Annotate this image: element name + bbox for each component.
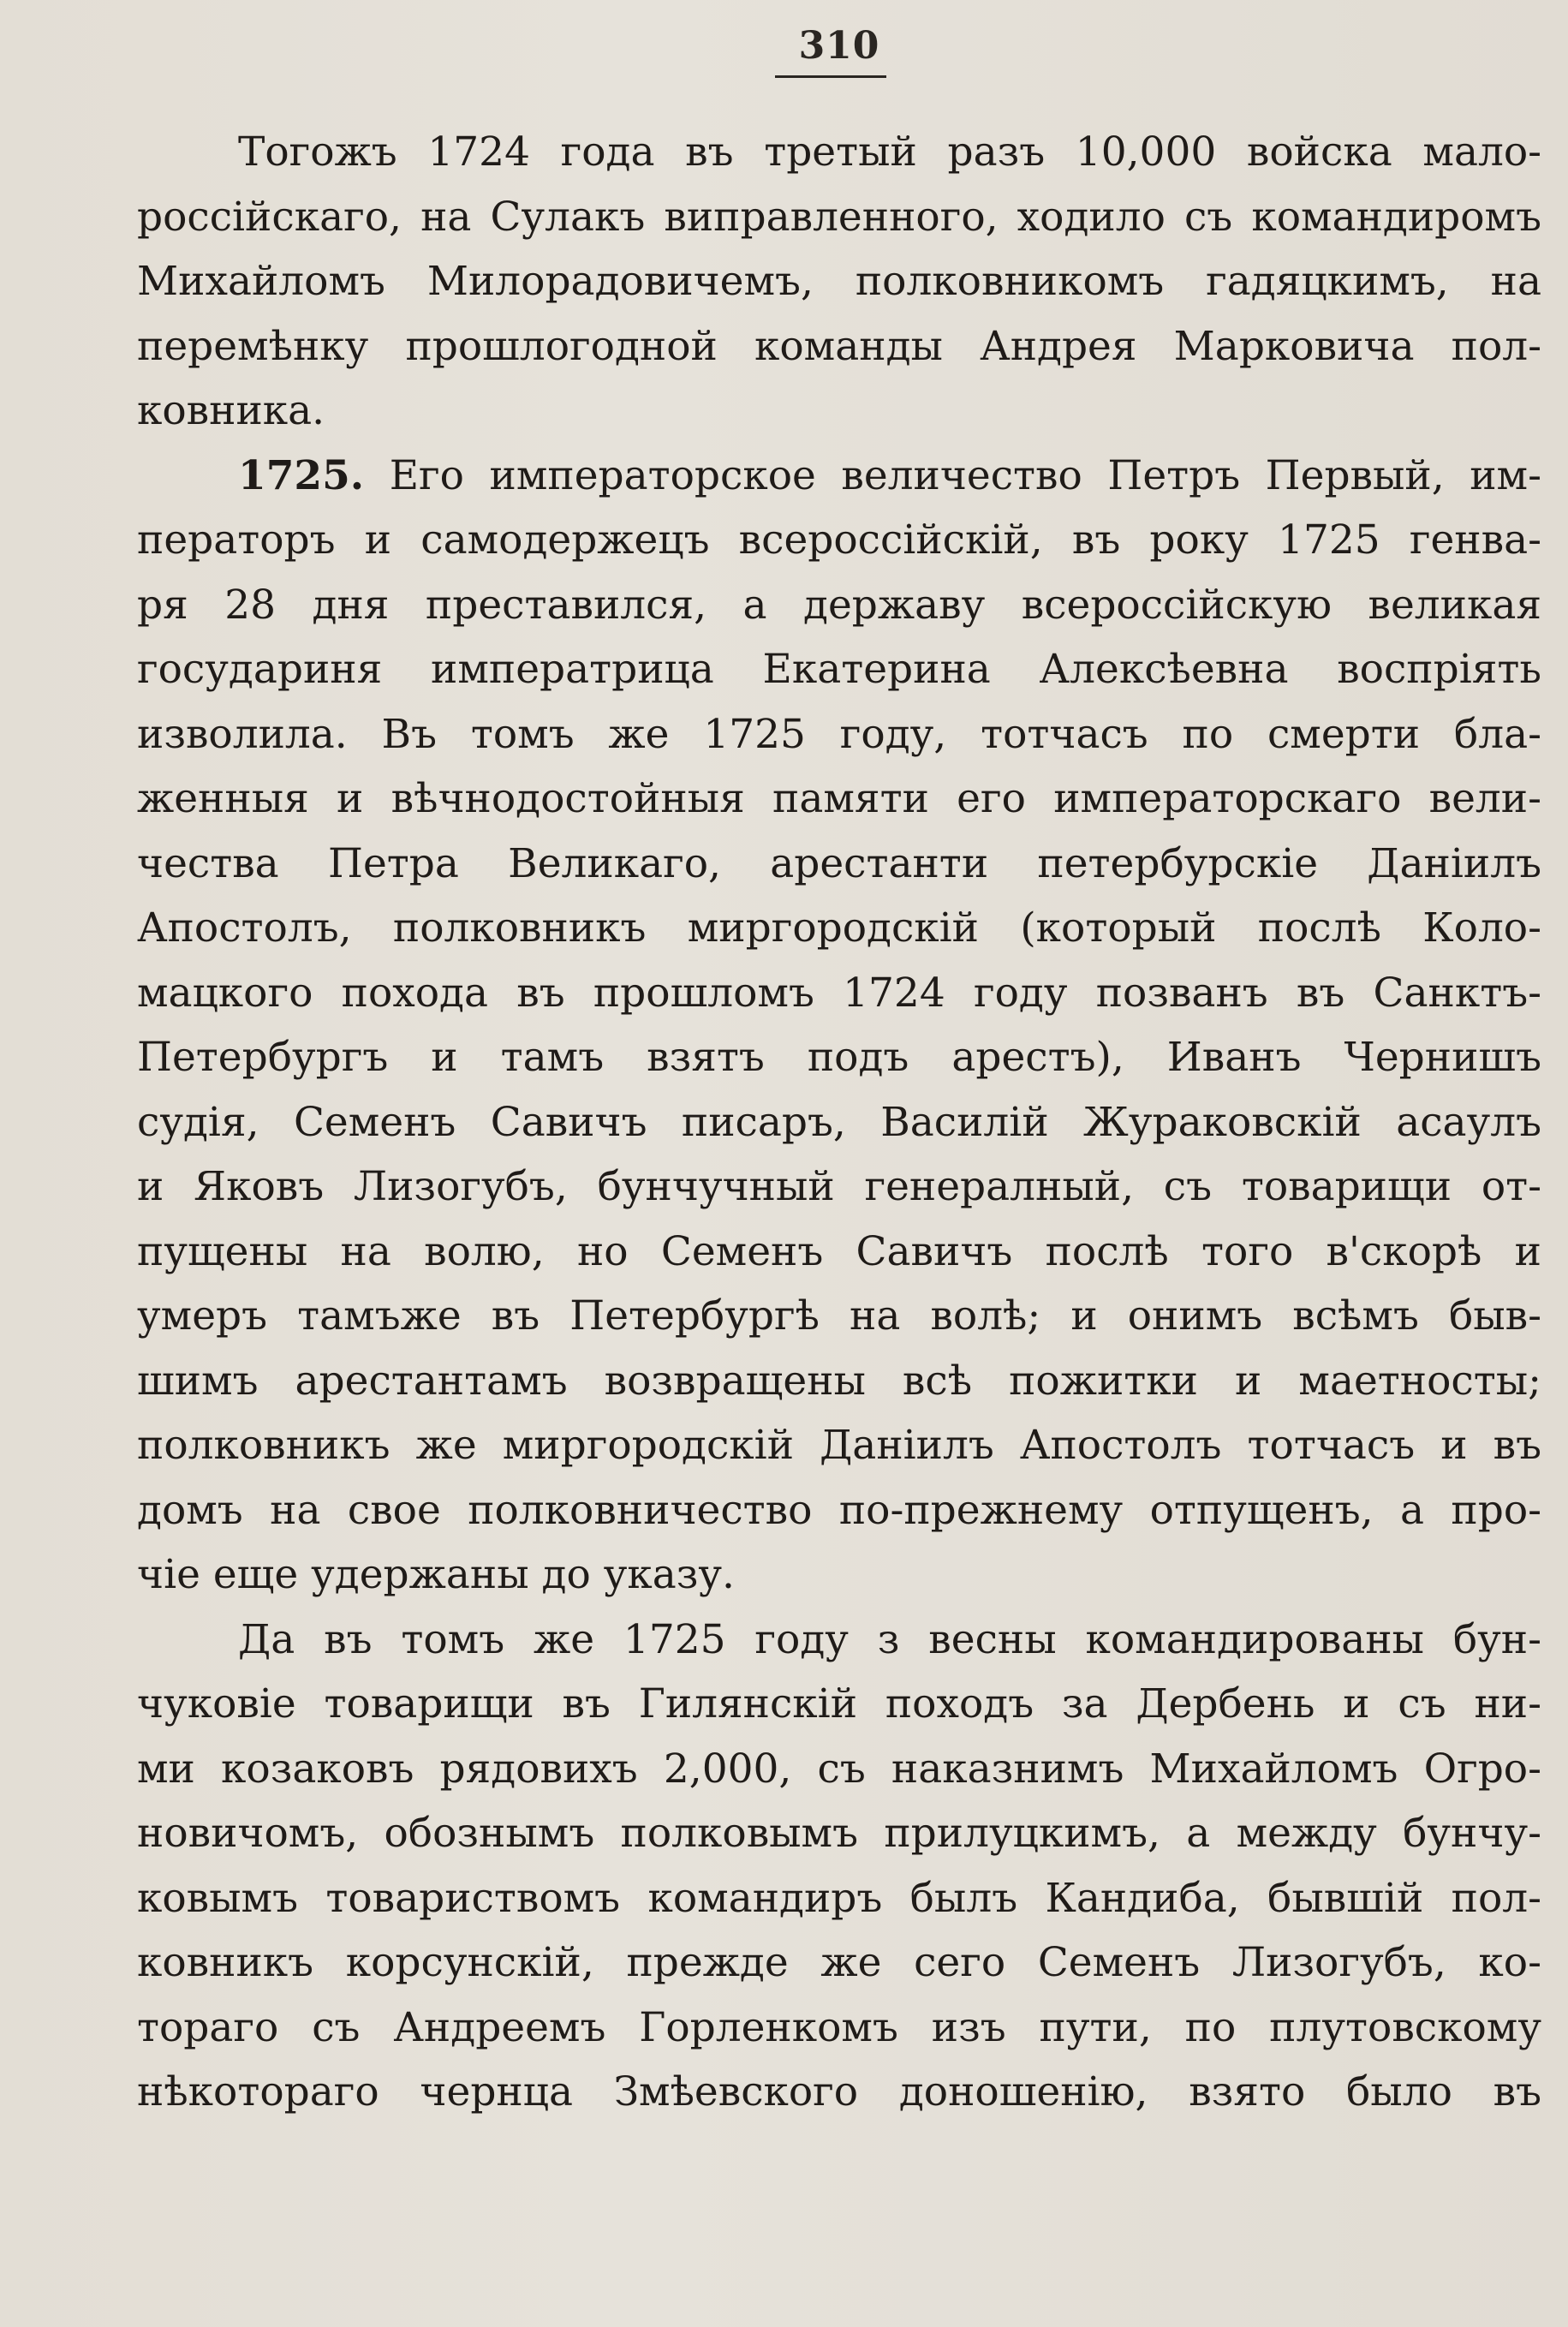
text-line: [137, 1090, 1541, 1155]
page-number-underline: [775, 75, 886, 78]
body-text: [137, 120, 1541, 2125]
text-line: [137, 508, 1541, 573]
text-line: [137, 767, 1541, 832]
text-line: [137, 1349, 1541, 1414]
text-line: [137, 2060, 1541, 2125]
text-line: [137, 637, 1541, 702]
line-text: чуковіе товарищи въ Гилянскій походъ за Дербень и съ ни-: [137, 1680, 1541, 1727]
text-line: [137, 185, 1541, 250]
line-text: государиня императрица Екатерина Алексѣевна воспріять: [137, 646, 1541, 693]
line-text: женныя и вѣчнодостойныя памяти его императорскаго вели-: [137, 775, 1541, 822]
line-text: и Яковъ Лизогубъ, бунчучный генералный, съ товарищи от-: [137, 1163, 1541, 1210]
text-line: [137, 1608, 1541, 1673]
text-line: [137, 1672, 1541, 1737]
text-line: [137, 1542, 1541, 1608]
line-text: ковымъ товариствомъ командиръ былъ Кандиба, бывшій пол-: [137, 1874, 1541, 1922]
line-text: Да въ томъ же 1725 году з весны командированы бун-: [238, 1615, 1541, 1663]
text-line: [137, 573, 1541, 638]
text-line: [137, 444, 1541, 509]
year-heading: 1725.: [238, 451, 365, 499]
line-text: россійскаго, на Сулакъ виправленного, ходило съ командиромъ: [137, 193, 1541, 241]
text-line: [137, 1930, 1541, 1996]
line-text: Апостолъ, полковникъ миргородскій (который послѣ Коло-: [137, 904, 1541, 952]
line-text: ператоръ и самодержецъ всероссійскій, въ року 1725 генва-: [137, 516, 1541, 564]
text-line: [137, 961, 1541, 1026]
text-line: [137, 1737, 1541, 1802]
line-text: новичомъ, обознымъ полковымъ прилуцкимъ, а между бунчу-: [137, 1810, 1541, 1857]
line-text: ря 28 дня преставился, а державу всероссійскую великая: [137, 581, 1541, 629]
line-text: Михайломъ Милорадовичемъ, полковникомъ гадяцкимъ, на: [137, 258, 1541, 305]
text-line: [137, 314, 1541, 379]
line-text: шимъ арестантамъ возвращены всѣ пожитки и маетносты;: [137, 1357, 1541, 1405]
text-line: [137, 379, 1541, 444]
line-text: тораго съ Андреемъ Горленкомъ изъ пути, по плутовскому: [137, 2003, 1541, 2051]
text-line: [137, 1478, 1541, 1543]
text-line: [137, 1413, 1541, 1478]
text-line: [137, 249, 1541, 314]
line-text: Тогожъ 1724 года въ третый разъ 10,000 войска мало-: [238, 128, 1541, 176]
text-line: [137, 1284, 1541, 1349]
text-line: [137, 1025, 1541, 1090]
line-text: нѣкотораго чернца Змѣевского доношенію, взято было въ: [137, 2068, 1541, 2115]
line-text: перемѣнку прошлогодной команды Андрея Марковича пол-: [137, 322, 1541, 370]
text-line: [137, 1220, 1541, 1285]
line-text: чіе еще удержаны до указу.: [137, 1551, 736, 1598]
line-text: ковникъ корсунскій, прежде же сего Семенъ Лизогубъ, ко-: [137, 1939, 1541, 1986]
line-text: домъ на свое полковничество по-прежнему отпущенъ, а про-: [137, 1486, 1541, 1534]
text-line: [137, 1996, 1541, 2061]
text-line: [137, 1801, 1541, 1866]
line-text: судія, Семенъ Савичъ писаръ, Василій Жураковскій асаулъ: [137, 1098, 1541, 1146]
text-line: [137, 832, 1541, 897]
line-text: умеръ тамъже въ Петербургѣ на волѣ; и онимъ всѣмъ быв-: [137, 1292, 1541, 1340]
line-text: ми козаковъ рядовихъ 2,000, съ наказнимъ Михайломъ Огро-: [137, 1745, 1541, 1793]
text-line: [137, 702, 1541, 767]
text-line: [137, 120, 1541, 185]
line-text: пущены на волю, но Семенъ Савичъ послѣ того в'скорѣ и: [137, 1227, 1541, 1275]
text-line: [137, 1155, 1541, 1220]
line-text: ковника.: [137, 387, 325, 434]
line-text: изволила. Въ томъ же 1725 году, тотчасъ по смерти бла-: [137, 710, 1541, 758]
line-text: Петербургъ и тамъ взятъ подъ арестъ), Иванъ Чернишъ: [137, 1034, 1541, 1081]
line-text: мацкого похода въ прошломъ 1724 году позванъ въ Санктъ-: [137, 969, 1541, 1017]
line-text: чества Петра Великаго, арестанти петербурскіе Даніилъ: [137, 839, 1541, 887]
text-line: [137, 1866, 1541, 1931]
page-number: 310: [798, 24, 880, 68]
line-text: полковникъ же миргородскій Даніилъ Апостолъ тотчасъ и въ: [137, 1422, 1541, 1469]
text-line: [137, 896, 1541, 961]
line-text: Его императорское величество Петръ Первый, им-: [364, 451, 1541, 499]
